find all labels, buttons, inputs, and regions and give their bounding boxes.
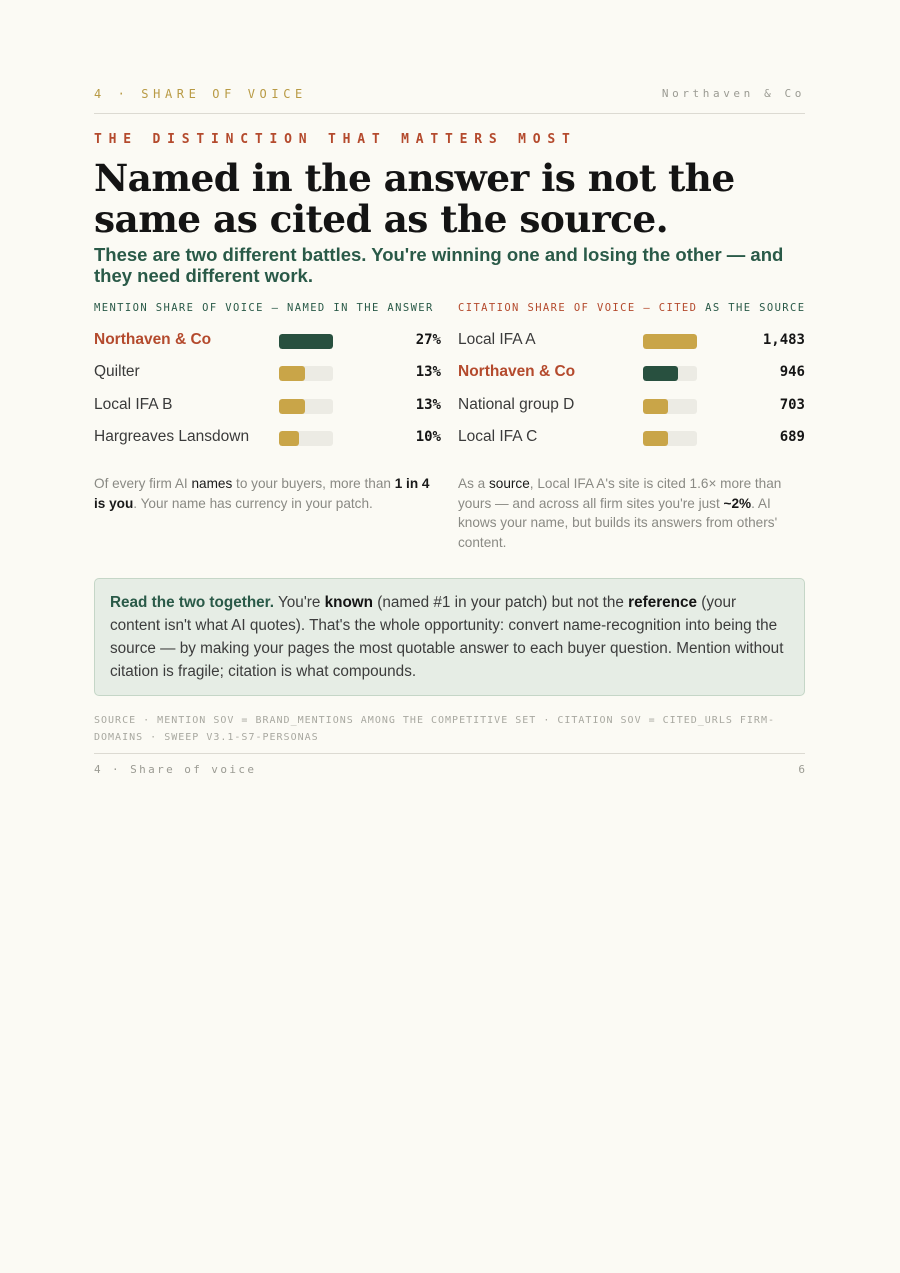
subheading: These are two different battles. You're winning one and losing the other — and they need different work.: [94, 244, 784, 286]
citation-row: [458, 396, 805, 428]
page-footer: [94, 753, 805, 778]
firm-name: Hargreaves Lansdown: [94, 427, 250, 445]
citation-share-title: CITATION SHARE OF VOICE — CITED AS THE SOURCE: [458, 302, 806, 314]
share-bar-fill: [279, 366, 305, 381]
mention-row: [94, 331, 441, 363]
firm-name: Local IFA B: [94, 395, 173, 413]
citation-note: As a source, Local IFA A's site is cited 1.6× more than yours — and across all firm sites you're just ~2%. AI knows your name, but builds its answers from others' content.: [458, 476, 782, 550]
mention-note: Of every firm AI names to your buyers, more than 1 in 4 is you. Your name has currency in your patch.: [94, 476, 430, 511]
mention-row: [94, 396, 441, 428]
firm-name: Northaven & Co: [458, 363, 576, 381]
page-number: 6: [798, 763, 805, 776]
share-value: 27%: [415, 332, 441, 348]
citation-count: 703: [779, 396, 805, 413]
share-bar-fill: [643, 334, 697, 349]
firm-name: Local IFA A: [458, 331, 536, 348]
share-bar-track: [279, 399, 333, 414]
share-bar-fill: [643, 431, 668, 446]
page-title: Named in the answer is not the same as cited as the source.: [94, 156, 735, 241]
mention-row: [94, 363, 441, 395]
share-bar-track: [279, 366, 333, 381]
share-bar-track: [643, 431, 697, 446]
kicker: THE DISTINCTION THAT MATTERS MOST: [94, 132, 577, 147]
mention-share-list: [94, 331, 441, 460]
firm-name: Local IFA C: [458, 427, 538, 445]
share-bar-track: [643, 366, 697, 381]
citation-count: 689: [779, 428, 805, 445]
citation-row: [458, 363, 805, 395]
share-bar-fill: [279, 399, 305, 414]
share-bar-fill: [643, 399, 668, 414]
brand-name: Northaven & Co: [661, 87, 805, 100]
citation-share-panel: [458, 302, 805, 566]
share-value: 13%: [415, 364, 441, 381]
share-bar-fill: [643, 366, 678, 381]
page-header: [94, 86, 805, 114]
citation-share-list: [458, 331, 805, 460]
firm-name: National group D: [458, 395, 575, 413]
firm-name: Quilter: [94, 363, 140, 381]
share-bar-track: [643, 334, 697, 349]
citation-row: [458, 428, 805, 460]
summary-callout: Read the two together. You're known (named #1 in your patch) but not the reference (your content isn't what AI quotes). That's the whole opportunity: convert name-recognition into being the source — by making your pages the most quotable answer to each buyer question. Mention without citation is fragile; citation is what compounds.: [94, 578, 805, 696]
citation-row: [458, 331, 805, 363]
share-bar-fill: [279, 431, 299, 446]
mention-share-panel: [94, 302, 441, 527]
share-value: 10%: [415, 428, 441, 445]
source-note: SOURCE · MENTION SOV = BRAND_MENTIONS AMONG THE COMPETITIVE SET · CITATION SOV = CITED_URLS FIRM-DOMAINS · SWEEP V3.1-S7-PERSONAS: [94, 715, 775, 743]
share-bar-track: [643, 399, 697, 414]
share-bar-track: [279, 431, 333, 446]
share-bar-fill: [279, 334, 333, 349]
footer-section: 4 · Share of voice: [94, 763, 257, 776]
citation-count: 946: [779, 364, 805, 381]
section-label: 4 · SHARE OF VOICE: [94, 87, 307, 101]
mention-share-title: MENTION SHARE OF VOICE — NAMED IN THE ANSWER: [94, 302, 434, 314]
mention-row: [94, 428, 441, 460]
share-bar-track: [279, 334, 333, 349]
citation-count: 1,483: [762, 332, 805, 348]
firm-name: Northaven & Co: [94, 331, 212, 348]
share-value: 13%: [415, 396, 441, 413]
